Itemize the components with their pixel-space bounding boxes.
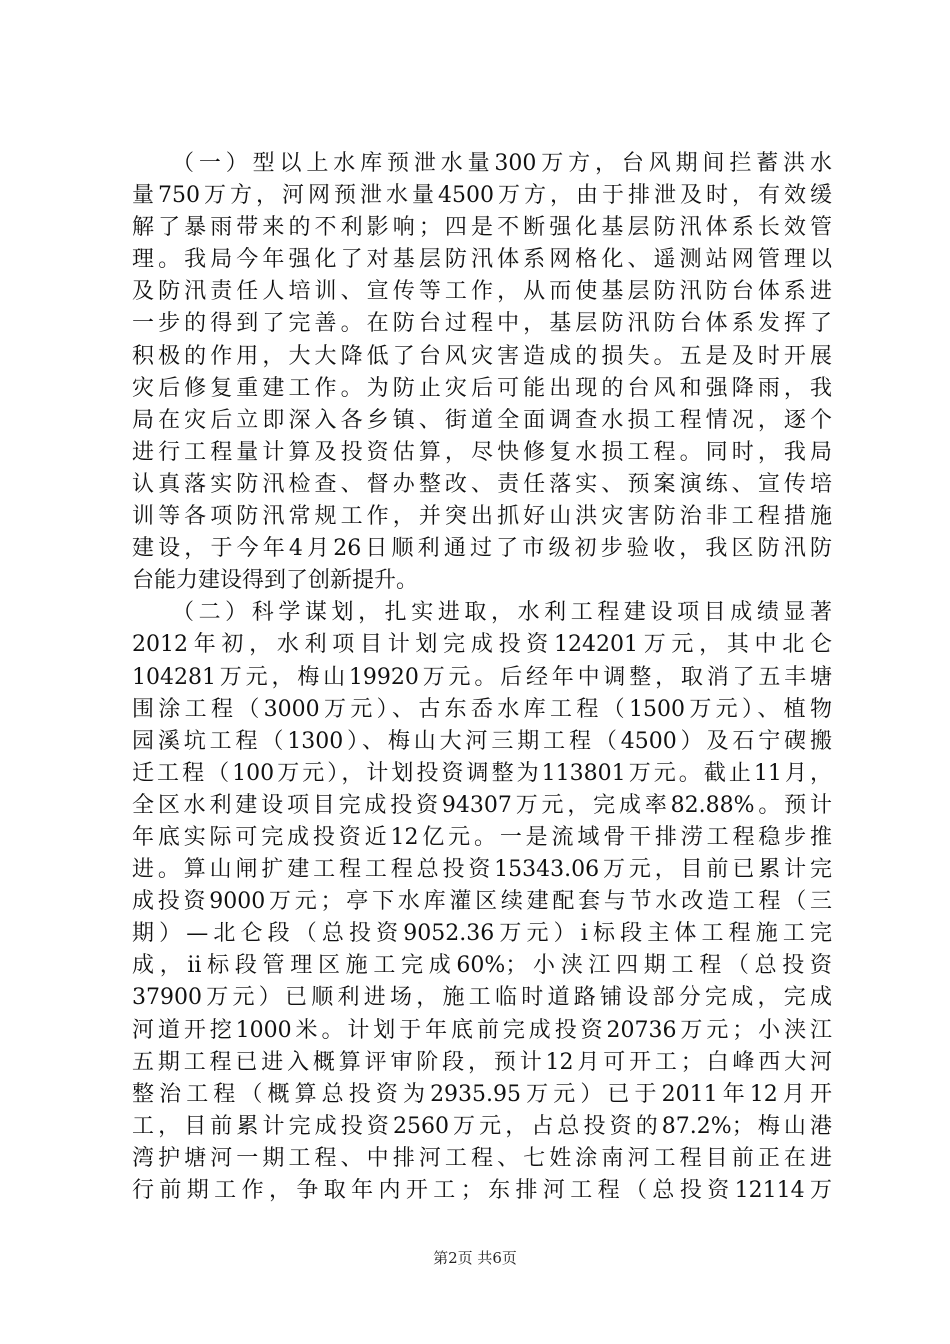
text-line: 灾后修复重建工作。为防止灾后可能出现的台风和强降雨，我 bbox=[132, 375, 832, 401]
text-line: 2012年初，水利项目计划完成投资124201万元，其中北仑 bbox=[132, 632, 832, 658]
text-line: 训等各项防汛常规工作，并突出抓好山洪灾害防治非工程措施 bbox=[132, 504, 832, 530]
text-line: 积极的作用，大大降低了台风灾害造成的损失。五是及时开展 bbox=[132, 343, 832, 369]
text-line: 认真落实防汛检查、督办整改、责任落实、预案演练、宣传培 bbox=[132, 471, 832, 497]
text-line: 河道开挖1000米。计划于年底前完成投资20736万元；小浃江 bbox=[132, 1017, 832, 1043]
text-line: 迁工程（100万元），计划投资调整为113801万元。截止11月， bbox=[132, 760, 832, 786]
body-text bbox=[132, 148, 832, 1207]
text-line: 年底实际可完成投资近12亿元。一是流域骨干排涝工程稳步推 bbox=[132, 824, 832, 850]
text-line: 建设，于今年4月26日顺利通过了市级初步验收，我区防汛防 bbox=[132, 536, 832, 562]
text-line: 台能力建设得到了创新提升。 bbox=[132, 568, 419, 594]
text-line: 解了暴雨带来的不利影响；四是不断强化基层防汛体系长效管 bbox=[132, 215, 832, 241]
text-line: 围涂工程（3000万元）、古东岙水库工程（1500万元）、植物 bbox=[132, 696, 832, 722]
text-line: 成，ⅱ标段管理区施工完成60%；小浃江四期工程（总投资 bbox=[132, 953, 832, 979]
text-line: 整治工程（概算总投资为2935.95万元）已于2011年12月开 bbox=[132, 1081, 832, 1107]
text-line: 理。我局今年强化了对基层防汛体系网格化、遥测站网管理以 bbox=[132, 247, 832, 273]
text-line: 湾护塘河一期工程、中排河工程、七姓涂南河工程目前正在进 bbox=[132, 1145, 832, 1171]
text-line: 及防汛责任人培训、宣传等工作，从而使基层防汛防台体系进 bbox=[132, 279, 832, 305]
text-line: （一）型以上水库预泄水量300万方，台风期间拦蓄洪水 bbox=[172, 151, 832, 176]
text-line: 成投资9000万元；亭下水库灌区续建配套与节水改造工程（三 bbox=[132, 889, 832, 915]
text-line: 行前期工作，争取年内开工；东排河工程（总投资12114万 bbox=[132, 1178, 832, 1203]
text-line: （二）科学谋划，扎实进取，水利工程建设项目成绩显著 bbox=[172, 600, 832, 626]
text-line: 园溪坑工程（1300）、梅山大河三期工程（4500）及石宁碶搬 bbox=[132, 728, 832, 754]
text-line: 量750万方，河网预泄水量4500万方，由于排泄及时，有效缓 bbox=[132, 183, 832, 209]
text-line: 进行工程量计算及投资估算，尽快修复水损工程。同时，我局 bbox=[132, 439, 832, 465]
text-line: 工，目前累计完成投资2560万元，占总投资的87.2%；梅山港 bbox=[132, 1113, 832, 1139]
text-line: 一步的得到了完善。在防台过程中，基层防汛防台体系发挥了 bbox=[132, 311, 832, 337]
text-line: 104281万元，梅山19920万元。后经年中调整，取消了五丰塘 bbox=[132, 664, 832, 690]
text-line: 全区水利建设项目完成投资94307万元，完成率82.88%。预计 bbox=[132, 792, 832, 818]
text-line: 五期工程已进入概算评审阶段，预计12月可开工；白峰西大河 bbox=[132, 1049, 832, 1075]
text-line: 进。算山闸扩建工程工程总投资15343.06万元，目前已累计完 bbox=[132, 857, 832, 883]
text-line: 37900万元）已顺利进场，施工临时道路铺设部分完成，完成 bbox=[132, 985, 832, 1011]
page-number-footer: 第2页 共6页 bbox=[433, 1249, 517, 1267]
text-line: 局在灾后立即深入各乡镇、街道全面调查水损工程情况，逐个 bbox=[132, 407, 832, 433]
text-line: 期）—北仑段（总投资9052.36万元）ⅰ标段主体工程施工完 bbox=[132, 921, 832, 947]
